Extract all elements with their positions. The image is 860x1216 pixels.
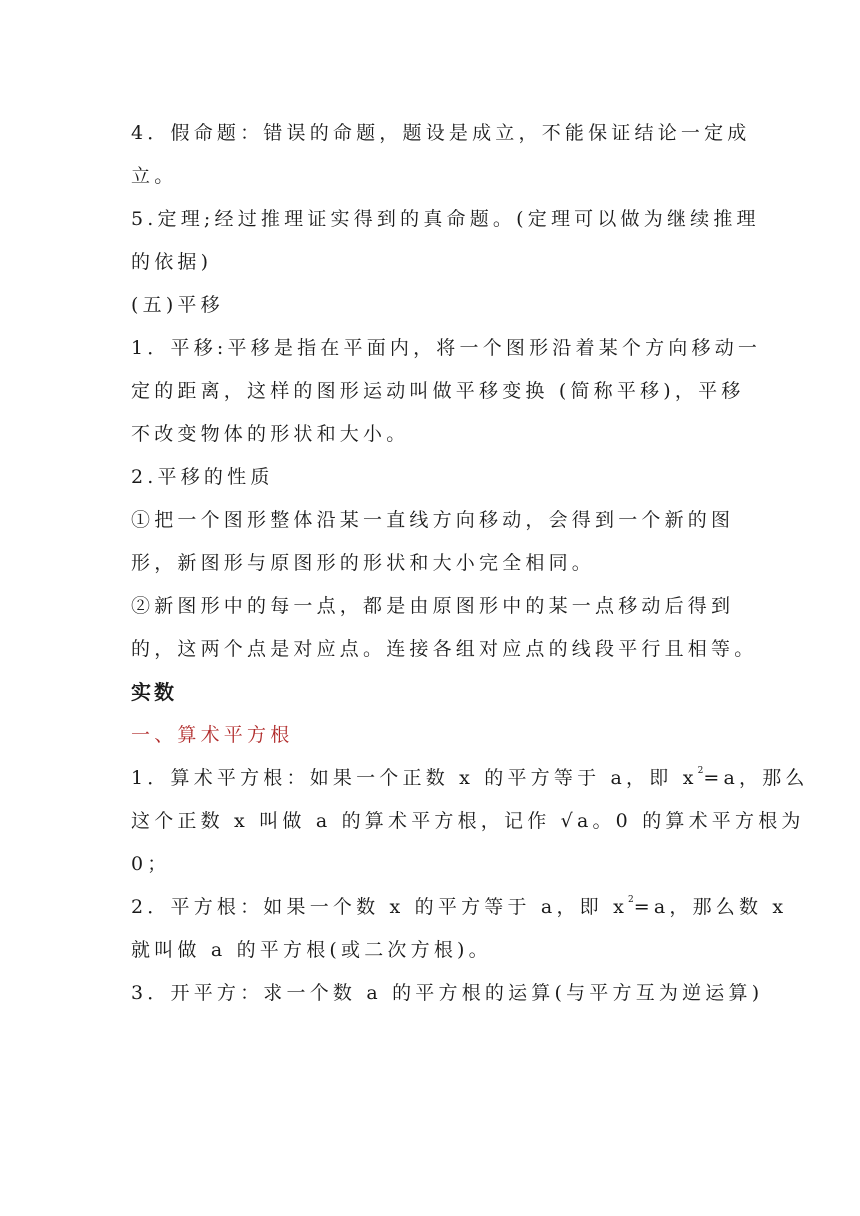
- paragraph-translation-def-line-3: 不改变物体的形状和大小。: [131, 423, 410, 445]
- paragraph-arithmetic-root-line-1: [131, 757, 809, 800]
- paragraph-property-1-line-1: ①把一个图形整体沿某一直线方向移动，会得到一个新的图: [131, 509, 735, 531]
- paragraph-theorem-line-1: 5.定理;经过推理证实得到的真命题。(定理可以做为继续推理: [131, 208, 760, 230]
- paragraph-translation-properties-title: 2.平移的性质: [131, 466, 274, 488]
- text-run: =a，那么数 x: [633, 896, 788, 918]
- paragraph-arithmetic-root-line-3: 0；: [131, 853, 171, 875]
- text-run: 1．算术平方根：如果一个正数 x 的平方等于 a，即 x: [131, 767, 698, 789]
- section-translation-title: (五)平移: [131, 294, 224, 316]
- text-run: 2．平方根：如果一个数 x 的平方等于 a，即 x: [131, 896, 629, 918]
- paragraph-extraction-line-1: 3．开平方：求一个数 a 的平方根的运算(与平方互为逆运算): [131, 982, 764, 1004]
- paragraph-false-proposition-line-1: 4．假命题：错误的命题，题设是成立，不能保证结论一定成: [131, 122, 751, 144]
- paragraph-translation-def-line-1: 1．平移:平移是指在平面内，将一个图形沿着某个方向移动一: [131, 337, 762, 359]
- paragraph-square-root-line-2: 就叫做 a 的平方根(或二次方根)。: [131, 939, 492, 961]
- text-run: =a，那么: [703, 767, 809, 789]
- document-page: [131, 112, 809, 1015]
- heading-arithmetic-square-root: 一、算术平方根: [131, 724, 294, 746]
- superscript-exponent: 2: [697, 766, 704, 776]
- paragraph-property-1-line-2: 形，新图形与原图形的形状和大小完全相同。: [131, 552, 596, 574]
- heading-real-numbers: 实数: [131, 680, 177, 704]
- paragraph-property-2-line-2: 的，这两个点是对应点。连接各组对应点的线段平行且相等。: [131, 638, 758, 660]
- paragraph-square-root-line-1: [131, 886, 788, 929]
- paragraph-theorem-line-2: 的依据): [131, 251, 213, 273]
- paragraph-false-proposition-line-2: 立。: [131, 165, 178, 187]
- paragraph-translation-def-line-2: 定的距离，这样的图形运动叫做平移变换 (简称平移)，平移: [131, 380, 745, 402]
- paragraph-arithmetic-root-line-2: 这个正数 x 叫做 a 的算术平方根，记作 √a。0 的算术平方根为: [131, 810, 805, 832]
- paragraph-property-2-line-1: ②新图形中的每一点，都是由原图形中的某一点移动后得到: [131, 595, 735, 617]
- superscript-exponent: 2: [628, 895, 634, 905]
